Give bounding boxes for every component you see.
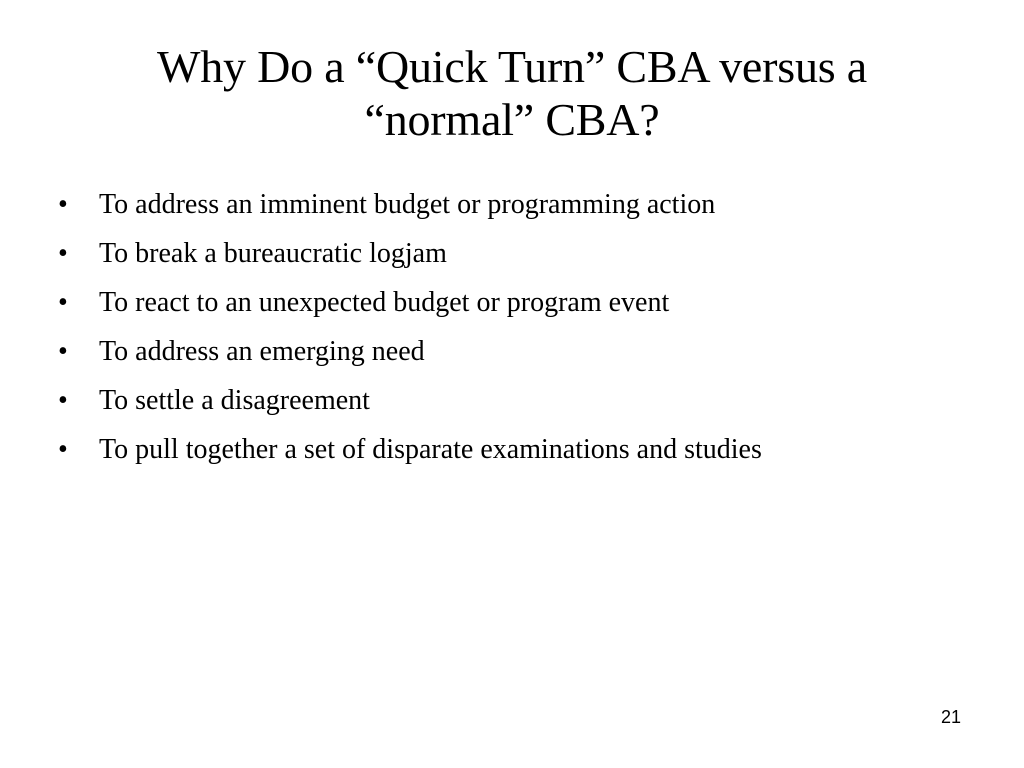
bullet-marker: • [58, 287, 68, 318]
bullet-text: To address an emerging need [99, 336, 425, 367]
bullet-marker: • [58, 385, 68, 416]
bullet-text: To pull together a set of disparate examinations and studies [99, 434, 762, 465]
slide-title [60, 40, 964, 146]
bullet-marker: • [58, 189, 68, 220]
bullet-marker: • [58, 238, 68, 269]
bullet-item [58, 283, 978, 332]
slide-title-line-2: “normal” CBA? [364, 94, 660, 145]
bullet-item [58, 381, 978, 430]
bullet-item [58, 234, 978, 283]
bullet-text: To react to an unexpected budget or program event [99, 287, 670, 318]
bullet-marker: • [58, 336, 68, 367]
slide-title-line-1: Why Do a “Quick Turn” CBA versus a [157, 41, 867, 92]
bullet-text: To break a bureaucratic logjam [99, 238, 447, 269]
bullet-text: To address an imminent budget or programming action [99, 189, 716, 220]
bullet-item [58, 332, 978, 381]
bullet-item [58, 430, 978, 479]
page-number: 21 [940, 707, 961, 727]
bullet-list [58, 185, 978, 479]
bullet-item [58, 185, 978, 234]
bullet-text: To settle a disagreement [99, 385, 370, 416]
bullet-marker: • [58, 434, 68, 465]
